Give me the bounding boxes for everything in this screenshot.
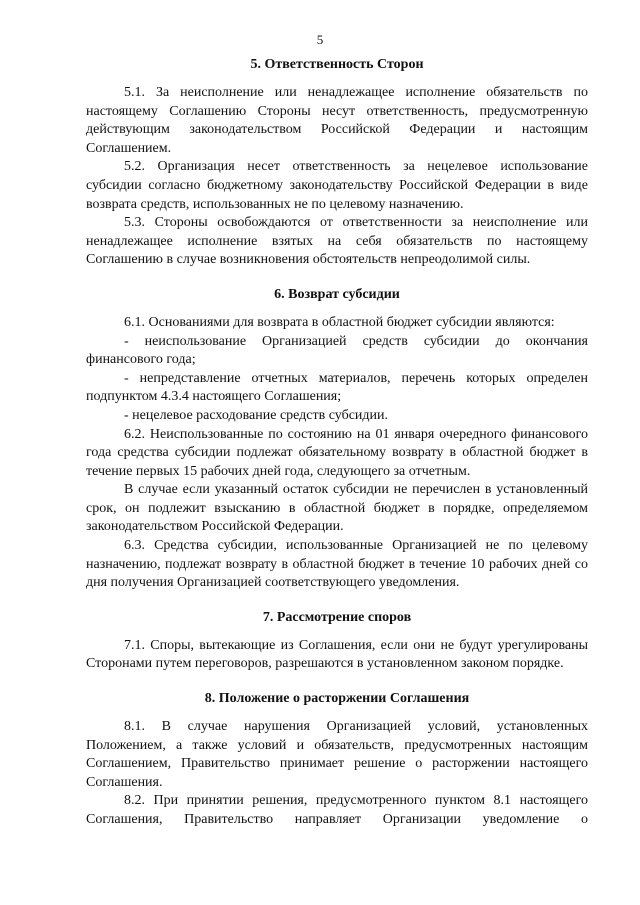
list-item: - непредставление отчетных материалов, перечень которых определен подпунктом 4.3.4 настоящего Соглашения;	[86, 370, 588, 405]
section-title: 7. Рассмотрение споров	[262, 609, 412, 625]
paragraph: 5.1. За неисполнение или ненадлежащее исполнение обязательств по настоящему Соглашению Стороны несут ответственность, предусмотренную действующим законодательством Российской Федерации и настоящим Соглашением.	[86, 85, 588, 156]
paragraph: 8.2. При принятии решения, предусмотренного пунктом 8.1 настоящего Соглашения, Правительство направляет Организации уведомление о	[86, 793, 588, 827]
paragraph: 6.2. Неиспользованные по состоянию на 01 января очередного финансового года средства субсидии подлежат обязательному возврату в областной бюджет в течение первых 15 рабочих дней года, следующего за отчетным.	[86, 426, 588, 479]
section-responsibility	[86, 56, 588, 270]
paragraph: 7.1. Споры, вытекающие из Соглашения, если они не будут урегулированы Сторонами путем переговоров, разрешаются в установленном законом порядке.	[86, 637, 588, 672]
paragraph: 5.3. Стороны освобождаются от ответственности за неисполнение или ненадлежащее исполнение взятых на себя обязательств по настоящему Соглашению в случае возникновения обстоятельств непреодолимой силы.	[86, 215, 588, 268]
paragraph: 6.3. Средства субсидии, использованные Организацией не по целевому назначению, подлежат возврату в областной бюджет в течение 10 рабочих дней со дня получения Организацией соответствующего уведомления.	[86, 538, 588, 591]
section-title: 8. Положение о расторжении Соглашения	[204, 691, 470, 707]
paragraph: 6.1. Основаниями для возврата в областной бюджет субсидии являются:	[124, 314, 555, 330]
list-item: - нецелевое расходование средств субсидии.	[124, 407, 389, 423]
paragraph: В случае если указанный остаток субсидии не перечислен в установленный срок, он подлежит взысканию в областной бюджет в порядке, определяемом законодательством Российской Федерации.	[86, 482, 588, 535]
paragraph: 8.1. В случае нарушения Организацией условий, установленных Положением, а также условий и обязательств, предусмотренных настоящим Соглашением, Правительство принимает решение о расторжении настоящего Соглашения.	[86, 719, 588, 790]
section-title: 6. Возврат субсидии	[274, 286, 400, 302]
section-disputes	[86, 609, 588, 674]
section-subsidy-return	[86, 286, 588, 593]
paragraph: 5.2. Организация несет ответственность за нецелевое использование субсидии согласно бюджетному законодательству Российской Федерации в виде возврата средств, использованных не по целевому назначению.	[86, 159, 588, 212]
page-number: 5	[316, 32, 324, 47]
list-item: - неиспользование Организацией средств субсидии до окончания финансового года;	[86, 333, 588, 368]
section-termination	[86, 690, 588, 830]
document-body	[86, 56, 588, 830]
section-title: 5. Ответственность Сторон	[250, 57, 424, 72]
